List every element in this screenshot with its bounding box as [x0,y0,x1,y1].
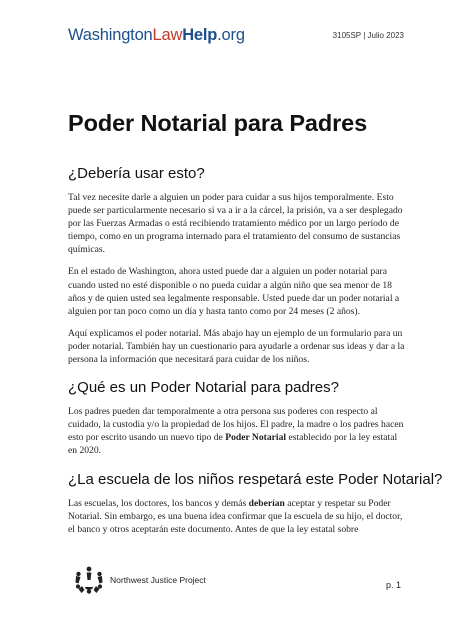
paragraph-text: establecido por la ley estatal en 2020. [68,432,398,457]
paragraph-bold-text: deberían [248,497,285,509]
section-heading-should-use: ¿Debería usar esto? [68,165,205,182]
section-heading-what-is: ¿Qué es un Poder Notarial para padres? [68,379,339,397]
northwest-justice-project-logo [72,565,206,595]
paragraph [68,405,408,457]
paragraph: En el estado de Washington, ahora usted puede dar a alguien un poder notarial para cuando usted no esté disponible o no pueda cuidar a algún niño que sea menor de 18 años y de quien usted sea legalmente responsable. Usted puede dar un poder notarial a alguien por tan poco como un día y hasta tanto como por 24 meses (2 años). [68,266,400,317]
document-body [68,165,443,545]
page-number: p. 1 [385,580,401,590]
people-circle-icon [72,565,106,595]
paragraph: Tal vez necesite darle a alguien un poder para cuidar a sus hijos temporalmente. Esto puede ser particularmente necesario si va a ir a la cárcel, la prisión, va a ser desplegado por las Fuerzas Armadas o está recibiendo tratamiento médico por un largo período de tiempo, como en un programa internado para el tratamiento del consumo de sustancias químicas. [68,192,403,256]
page-title: Poder Notarial para Padres [68,110,368,136]
paragraph-text: Los padres pueden dar temporalmente a otra persona sus poderes con respecto al cuidado, la custodia y/o la propiedad de los hijos. El padre, la madre o los padres hacen esto por escrito usando un nuevo tipo de [68,406,404,444]
section-heading-school: ¿La escuela de los niños respetará este Poder Notarial? [68,470,443,488]
paragraph: Aquí explicamos el poder notarial. Más abajo hay un ejemplo de un formulario para un poder notarial. También hay un cuestionario para ayudarle a ordenar sus ideas y dar a la persona la información que necesitará para cuidar de los niños. [68,327,405,366]
logo-text-org: .org [217,26,245,44]
document-id: 3105SP | Julio 2023 [332,31,404,40]
paragraph [68,497,408,536]
paragraph-text: aceptar y respetar su Poder Notarial. Sin embargo, es una buena idea confirmar que la escuela de su hijo, el doctor, el banco y otros aceptarán este documento. Antes de que la ley estatal sobre [68,497,403,535]
logo-text-help: Help [182,26,218,44]
washingtonlawhelp-logo [68,26,245,45]
logo-text-law: Law [152,26,183,44]
paragraph-bold-text: Poder Notarial [225,432,287,444]
org-name: Northwest Justice Project [110,575,206,585]
paragraph-text: Las escuelas, los doctores, los bancos y demás [68,497,249,509]
logo-text-washington: Washington [68,26,153,44]
